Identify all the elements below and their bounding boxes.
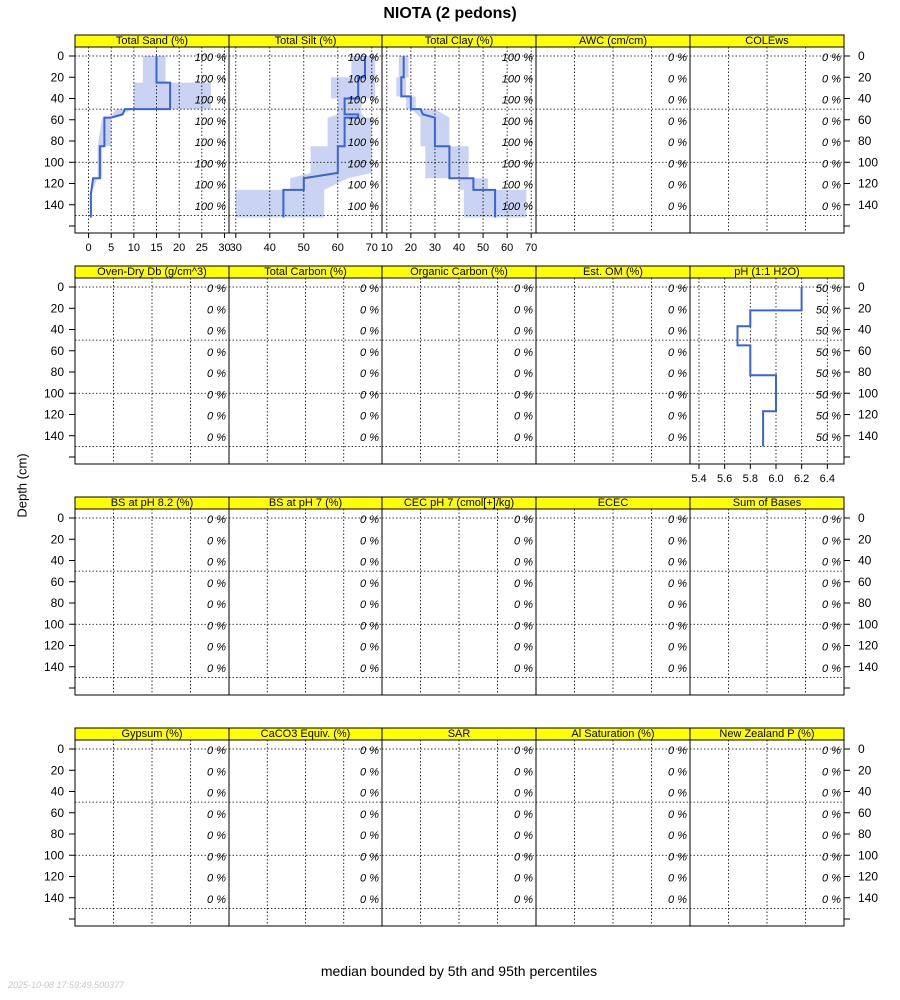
panel-17-pct-label-6: 0 %	[514, 872, 533, 885]
panel-7-pct-label-5: 0 %	[514, 389, 533, 402]
panel-0-pct-label-4: 100 %	[194, 137, 226, 149]
panel-10-pct-label-6: 0 %	[207, 641, 226, 654]
panel-9-xtick-label-5: 6.4	[819, 473, 835, 485]
panel-0-pct-label-6: 100 %	[194, 179, 226, 192]
panel-4-strip-label: COLEws	[745, 35, 789, 47]
panel-11-strip-label: BS at pH 7 (%)	[268, 497, 343, 509]
page-title: NIOTA (2 pedons)	[383, 5, 517, 22]
row-3-left-tick-label-6: 120	[43, 869, 64, 884]
panel-5-pct-label-4: 0 %	[207, 368, 226, 380]
panel-7-pct-label-0: 0 %	[514, 283, 533, 295]
panel-5-pct-label-6: 0 %	[207, 410, 226, 423]
panel-1-xtick-label-2: 50	[297, 242, 310, 254]
panel-15-pct-label-3: 0 %	[207, 808, 226, 821]
panel-2-xtick-label-4: 50	[476, 242, 490, 254]
panel-3-pct-label-4: 0 %	[668, 137, 687, 149]
panel-4-pct-label-6: 0 %	[822, 179, 841, 192]
panel-5-pct-label-5: 0 %	[207, 389, 226, 402]
panel-10-strip-label: BS at pH 8.2 (%)	[110, 497, 194, 509]
panel-15-pct-label-1: 0 %	[207, 766, 226, 779]
panel-2-xtick-label-2: 30	[428, 242, 442, 254]
panel-17-pct-label-3: 0 %	[514, 808, 533, 821]
panel-7-strip-label: Organic Carbon (%)	[410, 266, 508, 278]
panel-16-pct-label-0: 0 %	[360, 745, 379, 757]
panel-10-pct-label-0: 0 %	[207, 514, 226, 526]
panel-13-pct-label-4: 0 %	[668, 599, 687, 611]
panel-10-pct-label-7: 0 %	[207, 662, 226, 675]
row-3-left-tick-label-3: 60	[50, 805, 64, 820]
panel-19-pct-label-0: 0 %	[822, 745, 841, 757]
panel-6-pct-label-0: 0 %	[360, 283, 379, 295]
panel-9-xtick-label-3: 6.0	[768, 473, 784, 485]
panel-0-pct-label-2: 100 %	[194, 94, 226, 107]
panel-2-xtick-label-5: 60	[501, 242, 514, 254]
panel-8-pct-label-0: 0 %	[668, 283, 687, 295]
panel-3-strip-label: AWC (cm/cm)	[578, 35, 648, 47]
row-3-left-tick-label-7: 140	[43, 890, 64, 905]
panel-13-pct-label-1: 0 %	[668, 535, 687, 548]
panel-13-pct-label-7: 0 %	[668, 662, 687, 675]
row-3-left-tick-label-1: 20	[50, 763, 64, 778]
panel-4-pct-label-7: 0 %	[822, 200, 841, 213]
panel-18-pct-label-7: 0 %	[668, 893, 687, 906]
panel-1-pct-label-0: 100 %	[347, 52, 379, 64]
panel-0-xtick-label-0: 0	[85, 242, 92, 254]
panel-6-pct-label-5: 0 %	[360, 389, 379, 402]
panel-16-pct-label-3: 0 %	[360, 808, 379, 821]
panel-17-pct-label-5: 0 %	[514, 851, 533, 864]
row-2-left-tick-label-7: 140	[43, 659, 64, 674]
panel-2-pct-label-7: 100 %	[501, 200, 533, 213]
panel-6-pct-label-3: 0 %	[360, 346, 379, 359]
row-0-right-tick-label-6: 120	[858, 176, 879, 191]
row-2-right-tick-label-1: 20	[858, 532, 872, 547]
row-3-right-tick-label-1: 20	[858, 763, 872, 778]
panel-11-pct-label-4: 0 %	[360, 599, 379, 611]
panel-10-pct-label-2: 0 %	[207, 556, 226, 569]
panel-1-pct-label-7: 100 %	[347, 200, 379, 213]
panel-14-pct-label-6: 0 %	[822, 641, 841, 654]
panel-12-pct-label-0: 0 %	[514, 514, 533, 526]
panel-15-pct-label-4: 0 %	[207, 830, 226, 842]
panel-11-pct-label-2: 0 %	[360, 556, 379, 569]
panel-4-pct-label-1: 0 %	[822, 73, 841, 86]
panel-16-pct-label-2: 0 %	[360, 787, 379, 800]
panel-9-pct-label-1: 50 %	[815, 304, 841, 317]
panel-10-pct-label-1: 0 %	[207, 535, 226, 548]
panel-6-pct-label-4: 0 %	[360, 368, 379, 380]
row-2-right-tick-label-5: 100	[858, 617, 879, 632]
panel-12-pct-label-1: 0 %	[514, 535, 533, 548]
panel-18-pct-label-1: 0 %	[668, 766, 687, 779]
panel-9-xtick-label-1: 5.6	[717, 473, 733, 485]
panel-5-pct-label-0: 0 %	[207, 283, 226, 295]
panel-2-xtick-label-0: 10	[380, 242, 393, 254]
panel-2-xtick-label-6: 70	[525, 242, 538, 254]
panel-12-pct-label-7: 0 %	[514, 662, 533, 675]
panel-0-pct-label-5: 100 %	[194, 158, 226, 171]
panel-2-pct-label-1: 100 %	[501, 73, 533, 86]
row-1-left-tick-label-3: 60	[50, 343, 64, 358]
row-3-right-tick-label-6: 120	[858, 869, 879, 884]
row-1-right-tick-label-3: 60	[858, 343, 872, 358]
panel-10-pct-label-5: 0 %	[207, 620, 226, 633]
row-0-right-tick-label-3: 60	[858, 112, 872, 127]
panel-12-pct-label-2: 0 %	[514, 556, 533, 569]
panel-16-pct-label-4: 0 %	[360, 830, 379, 842]
panel-7-pct-label-1: 0 %	[514, 304, 533, 317]
panel-15-pct-label-2: 0 %	[207, 787, 226, 800]
panel-12-pct-label-4: 0 %	[514, 599, 533, 611]
panel-2-pct-label-2: 100 %	[501, 94, 533, 107]
panel-2-xtick-label-3: 40	[452, 242, 466, 254]
panel-1-xtick-label-1: 40	[263, 242, 276, 254]
row-3-right-tick-label-4: 80	[858, 827, 872, 841]
panel-1-xtick-label-4: 70	[365, 242, 378, 254]
panel-18-pct-label-2: 0 %	[668, 787, 687, 800]
panel-9-strip-label: pH (1:1 H2O)	[734, 266, 800, 278]
panel-3-pct-label-0: 0 %	[668, 52, 687, 64]
row-2-left-tick-label-1: 20	[50, 532, 64, 547]
panel-8-strip-label: Est. OM (%)	[583, 266, 643, 278]
row-0-right-tick-label-0: 0	[858, 49, 865, 63]
row-1-right-tick-label-5: 100	[858, 386, 879, 401]
panel-12-pct-label-3: 0 %	[514, 577, 533, 590]
panel-5-strip-label: Oven-Dry Db (g/cm^3)	[97, 266, 207, 278]
row-1-right-tick-label-0: 0	[858, 280, 865, 294]
panel-13-pct-label-6: 0 %	[668, 641, 687, 654]
row-2-left-tick-label-3: 60	[50, 574, 64, 589]
row-1-right-tick-label-6: 120	[858, 407, 879, 422]
panel-11-pct-label-1: 0 %	[360, 535, 379, 548]
panel-19-pct-label-3: 0 %	[822, 808, 841, 821]
panel-6-strip-label: Total Carbon (%)	[264, 266, 347, 278]
panel-2-pct-label-4: 100 %	[501, 137, 533, 149]
row-2-left-tick-label-6: 120	[43, 638, 64, 653]
panel-15-pct-label-0: 0 %	[207, 745, 226, 757]
row-0-left-tick-label-1: 20	[50, 70, 64, 85]
panel-18-strip-label: Al Saturation (%)	[571, 728, 655, 740]
panel-5-pct-label-2: 0 %	[207, 325, 226, 338]
panel-3-pct-label-1: 0 %	[668, 73, 687, 86]
panel-12-pct-label-6: 0 %	[514, 641, 533, 654]
panel-0-percentile-band	[91, 56, 211, 218]
panel-14-pct-label-7: 0 %	[822, 662, 841, 675]
row-0-left-tick-label-2: 40	[50, 91, 64, 106]
row-3-right-tick-label-5: 100	[858, 848, 879, 863]
panel-4-pct-label-5: 0 %	[822, 158, 841, 171]
panel-0-pct-label-7: 100 %	[194, 200, 226, 213]
panel-17-pct-label-2: 0 %	[514, 787, 533, 800]
panel-19-pct-label-1: 0 %	[822, 766, 841, 779]
row-1-left-tick-label-4: 80	[50, 365, 64, 379]
panel-7-pct-label-6: 0 %	[514, 410, 533, 423]
panel-17-pct-label-1: 0 %	[514, 766, 533, 779]
panel-19-pct-label-5: 0 %	[822, 851, 841, 864]
panel-13-pct-label-3: 0 %	[668, 577, 687, 590]
row-0-left-tick-label-3: 60	[50, 112, 64, 127]
footer-caption: median bounded by 5th and 95th percentiles	[320, 963, 598, 979]
row-3-right-tick-label-0: 0	[858, 742, 865, 756]
panel-17-pct-label-0: 0 %	[514, 745, 533, 757]
panel-7-pct-label-3: 0 %	[514, 346, 533, 359]
panel-1-pct-label-2: 100 %	[347, 94, 379, 107]
panel-0-xtick-label-3: 15	[150, 242, 163, 254]
row-1-right-tick-label-4: 80	[858, 365, 872, 379]
panel-2-pct-label-0: 100 %	[501, 52, 533, 64]
panel-2-strip-label: Total Clay (%)	[424, 35, 494, 47]
panel-9-median-line	[738, 287, 802, 446]
panel-16-pct-label-6: 0 %	[360, 872, 379, 885]
row-1-right-tick-label-2: 40	[858, 322, 872, 337]
panel-8-pct-label-7: 0 %	[668, 431, 687, 444]
panel-15-pct-label-7: 0 %	[207, 893, 226, 906]
panel-13-pct-label-5: 0 %	[668, 620, 687, 633]
row-3-left-tick-label-5: 100	[43, 848, 64, 863]
panel-9-xtick-label-4: 6.2	[794, 473, 810, 485]
panel-1-strip-label: Total Silt (%)	[274, 35, 337, 47]
panel-19-pct-label-7: 0 %	[822, 893, 841, 906]
panel-5-pct-label-1: 0 %	[207, 304, 226, 317]
panel-5-pct-label-7: 0 %	[207, 431, 226, 444]
panel-2-pct-label-6: 100 %	[501, 179, 533, 192]
panel-6-pct-label-1: 0 %	[360, 304, 379, 317]
row-0-right-tick-label-1: 20	[858, 70, 872, 85]
panel-9-pct-label-7: 50 %	[815, 431, 841, 444]
panel-3-pct-label-3: 0 %	[668, 115, 687, 128]
panel-2-xtick-label-1: 20	[404, 242, 417, 254]
panel-15-pct-label-6: 0 %	[207, 872, 226, 885]
panel-8-pct-label-3: 0 %	[668, 346, 687, 359]
row-0-left-tick-label-5: 100	[43, 155, 64, 170]
panel-19-pct-label-6: 0 %	[822, 872, 841, 885]
panel-16-pct-label-7: 0 %	[360, 893, 379, 906]
row-0-left-tick-label-0: 0	[57, 49, 64, 63]
row-1-left-tick-label-7: 140	[43, 428, 64, 443]
row-0-right-tick-label-7: 140	[858, 197, 879, 212]
panel-14-pct-label-4: 0 %	[822, 599, 841, 611]
panel-19-pct-label-2: 0 %	[822, 787, 841, 800]
panel-13-pct-label-0: 0 %	[668, 514, 687, 526]
panel-9-pct-label-3: 50 %	[815, 346, 841, 359]
row-2-right-tick-label-6: 120	[858, 638, 879, 653]
row-1-left-tick-label-6: 120	[43, 407, 64, 422]
panel-0-xtick-label-2: 10	[127, 242, 141, 254]
row-3-left-tick-label-4: 80	[50, 827, 64, 841]
row-2-right-tick-label-3: 60	[858, 574, 872, 589]
panel-0-strip-label: Total Sand (%)	[115, 35, 189, 47]
panel-5-pct-label-3: 0 %	[207, 346, 226, 359]
panel-6-pct-label-2: 0 %	[360, 325, 379, 338]
panel-14-pct-label-1: 0 %	[822, 535, 841, 548]
panel-15-strip-label: Gypsum (%)	[121, 728, 183, 740]
panel-9-xtick-label-0: 5.4	[691, 473, 707, 485]
row-3-right-tick-label-7: 140	[858, 890, 879, 905]
panel-0-xtick-label-6: 30	[218, 242, 231, 254]
panel-10-pct-label-4: 0 %	[207, 599, 226, 611]
panel-0-xtick-label-4: 20	[173, 242, 186, 254]
panel-17-pct-label-7: 0 %	[514, 893, 533, 906]
row-2-right-tick-label-7: 140	[858, 659, 879, 674]
panel-14-strip-label: Sum of Bases	[732, 497, 802, 509]
panel-9-pct-label-5: 50 %	[815, 389, 841, 402]
panel-8-pct-label-1: 0 %	[668, 304, 687, 317]
panel-3-pct-label-5: 0 %	[668, 158, 687, 171]
panel-7-pct-label-4: 0 %	[514, 368, 533, 380]
panel-11-pct-label-0: 0 %	[360, 514, 379, 526]
panel-11-pct-label-3: 0 %	[360, 577, 379, 590]
panel-1-pct-label-3: 100 %	[347, 115, 379, 128]
row-1-left-tick-label-1: 20	[50, 301, 64, 316]
panel-11-pct-label-5: 0 %	[360, 620, 379, 633]
panel-0-xtick-label-1: 5	[108, 242, 115, 254]
row-0-left-tick-label-6: 120	[43, 176, 64, 191]
panel-16-pct-label-1: 0 %	[360, 766, 379, 779]
panel-4-pct-label-3: 0 %	[822, 115, 841, 128]
panel-14-pct-label-5: 0 %	[822, 620, 841, 633]
timestamp: 2025-10-08 17:59:49.500377	[8, 980, 125, 990]
panel-6-pct-label-7: 0 %	[360, 431, 379, 444]
panel-0-pct-label-3: 100 %	[194, 115, 226, 128]
row-2-left-tick-label-5: 100	[43, 617, 64, 632]
panel-4-pct-label-4: 0 %	[822, 137, 841, 149]
row-0-right-tick-label-4: 80	[858, 134, 872, 148]
row-0-left-tick-label-4: 80	[50, 134, 64, 148]
panel-19-pct-label-4: 0 %	[822, 830, 841, 842]
panel-8-pct-label-6: 0 %	[668, 410, 687, 423]
panel-2-pct-label-5: 100 %	[501, 158, 533, 171]
panel-1-pct-label-6: 100 %	[347, 179, 379, 192]
row-0-right-tick-label-5: 100	[858, 155, 879, 170]
row-0-left-tick-label-7: 140	[43, 197, 64, 212]
row-1-left-tick-label-5: 100	[43, 386, 64, 401]
row-2-left-tick-label-0: 0	[57, 511, 64, 525]
panel-7-pct-label-2: 0 %	[514, 325, 533, 338]
panel-14-pct-label-3: 0 %	[822, 577, 841, 590]
panel-11-pct-label-6: 0 %	[360, 641, 379, 654]
row-0-right-tick-label-2: 40	[858, 91, 872, 106]
panel-8-pct-label-5: 0 %	[668, 389, 687, 402]
panel-9-xtick-label-2: 5.8	[742, 473, 758, 485]
row-2-right-tick-label-2: 40	[858, 553, 872, 568]
panel-3-pct-label-2: 0 %	[668, 94, 687, 107]
row-3-left-tick-label-0: 0	[57, 742, 64, 756]
panel-16-strip-label: CaCO3 Equiv. (%)	[260, 728, 351, 740]
panel-0-xtick-label-5: 25	[195, 242, 208, 254]
panel-10-pct-label-3: 0 %	[207, 577, 226, 590]
panel-9-pct-label-2: 50 %	[815, 325, 841, 338]
panel-3-pct-label-6: 0 %	[668, 179, 687, 192]
panel-2-pct-label-3: 100 %	[501, 115, 533, 128]
panel-18-pct-label-5: 0 %	[668, 851, 687, 864]
panel-4-pct-label-2: 0 %	[822, 94, 841, 107]
panel-1-pct-label-1: 100 %	[347, 73, 379, 86]
row-3-right-tick-label-3: 60	[858, 805, 872, 820]
row-1-right-tick-label-1: 20	[858, 301, 872, 316]
panel-4-pct-label-0: 0 %	[822, 52, 841, 64]
panel-19-strip-label: New Zealand P (%)	[719, 728, 815, 740]
panel-14-pct-label-2: 0 %	[822, 556, 841, 569]
row-3-left-tick-label-2: 40	[50, 784, 64, 799]
row-2-left-tick-label-2: 40	[50, 553, 64, 568]
panel-8-pct-label-4: 0 %	[668, 368, 687, 380]
panel-9-pct-label-4: 50 %	[815, 368, 841, 380]
panel-15-pct-label-5: 0 %	[207, 851, 226, 864]
y-axis-label: Depth (cm)	[14, 453, 30, 518]
panel-12-pct-label-5: 0 %	[514, 620, 533, 633]
panel-1-pct-label-4: 100 %	[347, 137, 379, 149]
panel-11-pct-label-7: 0 %	[360, 662, 379, 675]
panel-0-pct-label-1: 100 %	[194, 73, 226, 86]
panel-7-pct-label-7: 0 %	[514, 431, 533, 444]
panel-1-pct-label-5: 100 %	[347, 158, 379, 171]
row-1-left-tick-label-0: 0	[57, 280, 64, 294]
panel-18-pct-label-3: 0 %	[668, 808, 687, 821]
panel-8-pct-label-2: 0 %	[668, 325, 687, 338]
panel-18-pct-label-4: 0 %	[668, 830, 687, 842]
panel-9-pct-label-6: 50 %	[815, 410, 841, 423]
panel-18-pct-label-6: 0 %	[668, 872, 687, 885]
panel-18-pct-label-0: 0 %	[668, 745, 687, 757]
panel-17-strip-label: SAR	[447, 728, 471, 740]
row-2-left-tick-label-4: 80	[50, 596, 64, 610]
row-2-right-tick-label-0: 0	[858, 511, 865, 525]
panel-14-pct-label-0: 0 %	[822, 514, 841, 526]
panel-13-pct-label-2: 0 %	[668, 556, 687, 569]
row-1-right-tick-label-7: 140	[858, 428, 879, 443]
panel-0-pct-label-0: 100 %	[194, 52, 226, 64]
panel-12-strip-label: CEC pH 7 (cmol[+]/kg)	[403, 497, 515, 509]
panel-6-pct-label-6: 0 %	[360, 410, 379, 423]
panel-16-pct-label-5: 0 %	[360, 851, 379, 864]
panel-1-xtick-label-3: 60	[331, 242, 344, 254]
row-3-right-tick-label-2: 40	[858, 784, 872, 799]
panel-17-pct-label-4: 0 %	[514, 830, 533, 842]
row-2-right-tick-label-4: 80	[858, 596, 872, 610]
panel-3-pct-label-7: 0 %	[668, 200, 687, 213]
panel-1-xtick-label-0: 30	[229, 242, 242, 254]
row-1-left-tick-label-2: 40	[50, 322, 64, 337]
panel-9-pct-label-0: 50 %	[815, 283, 841, 295]
panel-13-strip-label: ECEC	[597, 497, 629, 509]
